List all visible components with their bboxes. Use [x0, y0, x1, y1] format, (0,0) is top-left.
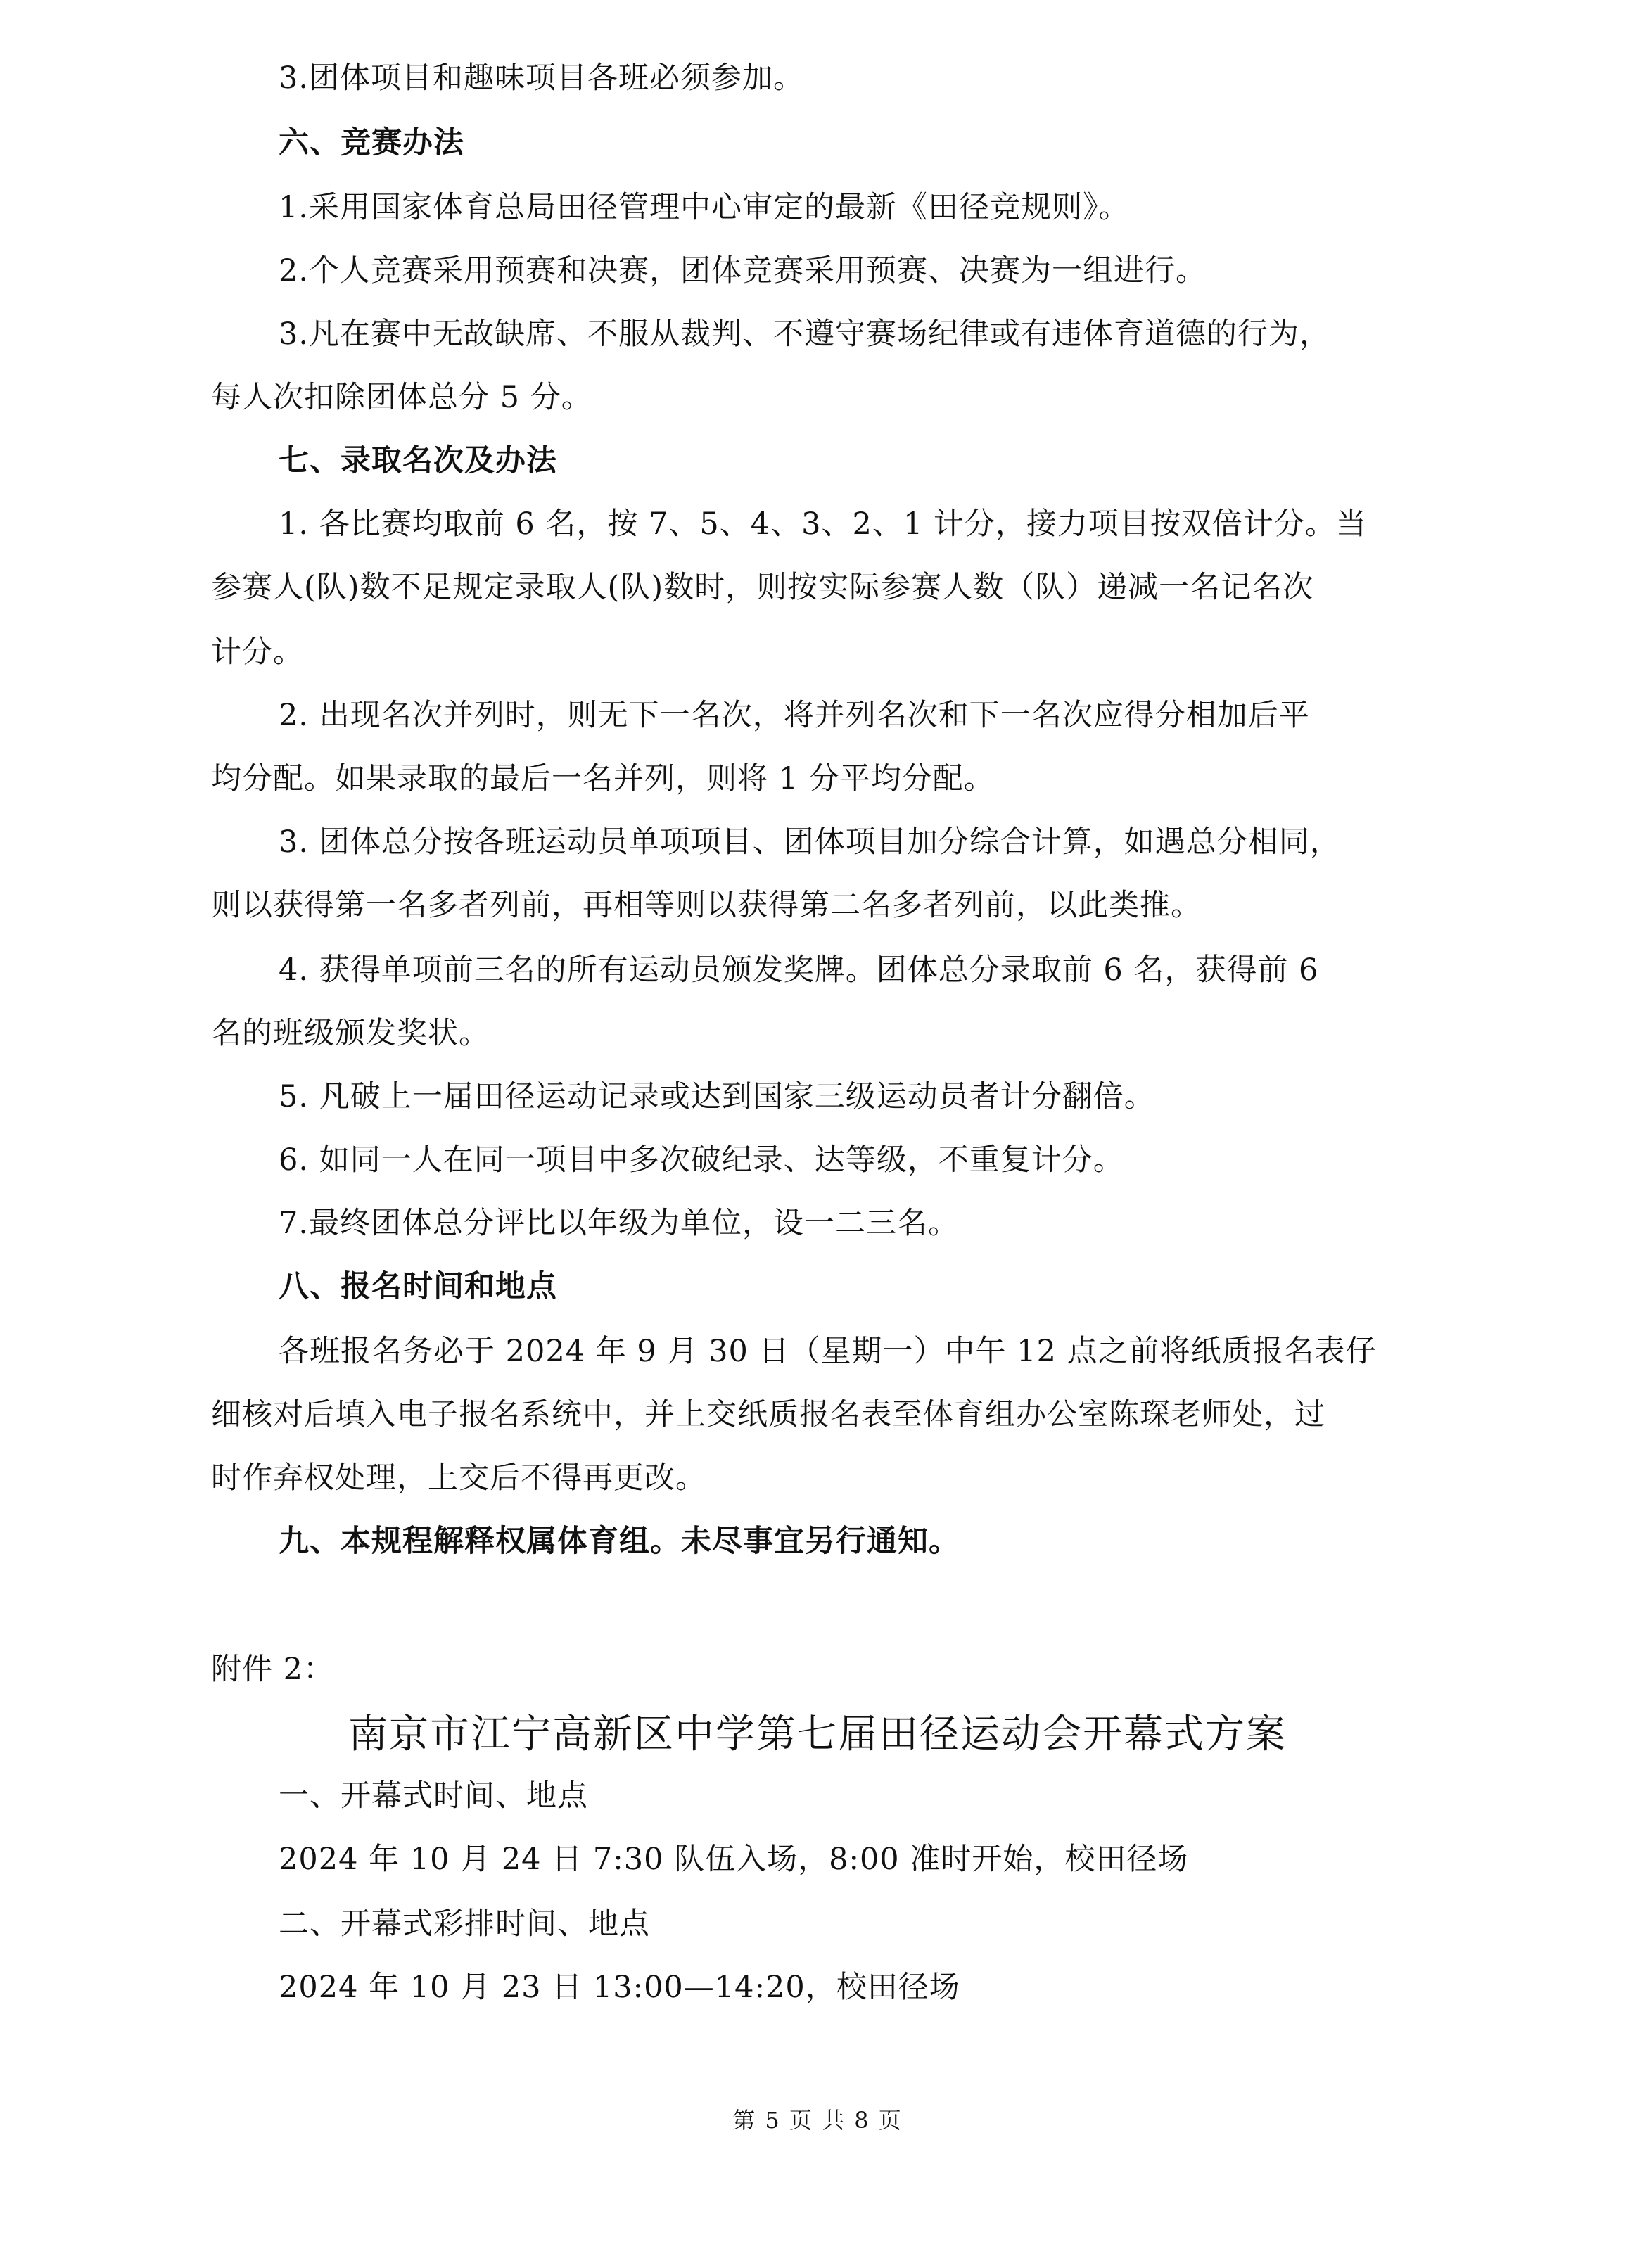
- paragraph-line: 名的班级颁发奖状。: [211, 1016, 490, 1051]
- section-heading: 六、竞赛办法: [279, 125, 464, 160]
- paragraph-line: 2. 出现名次并列时，则无下一名次，将并列名次和下一名次应得分相加后平: [279, 698, 1310, 733]
- paragraph-line: 2024 年 10 月 24 日 7:30 队伍入场，8:00 准时开始，校田径场: [279, 1842, 1189, 1877]
- paragraph-line: 1. 各比赛均取前 6 名，按 7、5、4、3、2、1 计分，接力项目按双倍计分。当: [279, 507, 1367, 542]
- paragraph-line: 3.凡在赛中无故缺席、不服从裁判、不遵守赛场纪律或有违体育道德的行为，: [279, 317, 1331, 352]
- section-heading: 二、开幕式彩排时间、地点: [279, 1906, 650, 1942]
- paragraph-line: 参赛人(队)数不足规定录取人(队)数时，则按实际参赛人数（队）递减一名记名次: [211, 570, 1314, 605]
- paragraph-line: 2024 年 10 月 23 日 13:00—14:20，校田径场: [279, 1970, 960, 2005]
- paragraph-line: 7.最终团体总分评比以年级为单位，设一二三名。: [279, 1206, 960, 1241]
- paragraph-line: 每人次扣除团体总分 5 分。: [211, 380, 592, 415]
- attachment-label: 附件 2：: [211, 1652, 335, 1687]
- section-heading: 一、开幕式时间、地点: [279, 1778, 588, 1814]
- paragraph-line: 4. 获得单项前三名的所有运动员颁发奖牌。团体总分录取前 6 名，获得前 6: [279, 953, 1319, 988]
- paragraph-line: 细核对后填入电子报名系统中，并上交纸质报名表至体育组办公室陈琛老师处，过: [211, 1397, 1325, 1432]
- paragraph-line: 则以获得第一名多者列前，再相等则以获得第二名多者列前，以此类推。: [211, 888, 1202, 923]
- paragraph-line: 2.个人竞赛采用预赛和决赛，团体竞赛采用预赛、决赛为一组进行。: [279, 253, 1207, 288]
- section-heading: 八、报名时间和地点: [279, 1269, 557, 1304]
- paragraph-line: 6. 如同一人在同一项目中多次破纪录、达等级，不重复计分。: [279, 1142, 1124, 1178]
- section-heading: 九、本规程解释权属体育组。未尽事宜另行通知。: [279, 1524, 960, 1559]
- paragraph-line: 3.团体项目和趣味项目各班必须参加。: [279, 60, 805, 96]
- paragraph-line: 均分配。如果录取的最后一名并列，则将 1 分平均分配。: [211, 761, 995, 796]
- document-title: 南京市江宁高新区中学第七届田径运动会开幕式方案: [348, 1712, 1287, 1757]
- page-footer: 第 5 页 共 8 页: [732, 2107, 903, 2134]
- paragraph-line: 计分。: [211, 635, 304, 670]
- paragraph-line: 时作弃权处理，上交后不得再更改。: [211, 1460, 706, 1496]
- paragraph-line: 1.采用国家体育总局田径管理中心审定的最新《田径竞规则》。: [279, 190, 1130, 225]
- paragraph-line: 3. 团体总分按各班运动员单项项目、团体项目加分综合计算，如遇总分相同，: [279, 824, 1341, 860]
- paragraph-line: 各班报名务必于 2024 年 9 月 30 日（星期一）中午 12 点之前将纸质报名表仔: [279, 1334, 1377, 1369]
- section-heading: 七、录取名次及办法: [279, 443, 557, 478]
- paragraph-line: 5. 凡破上一届田径运动记录或达到国家三级运动员者计分翻倍。: [279, 1079, 1155, 1114]
